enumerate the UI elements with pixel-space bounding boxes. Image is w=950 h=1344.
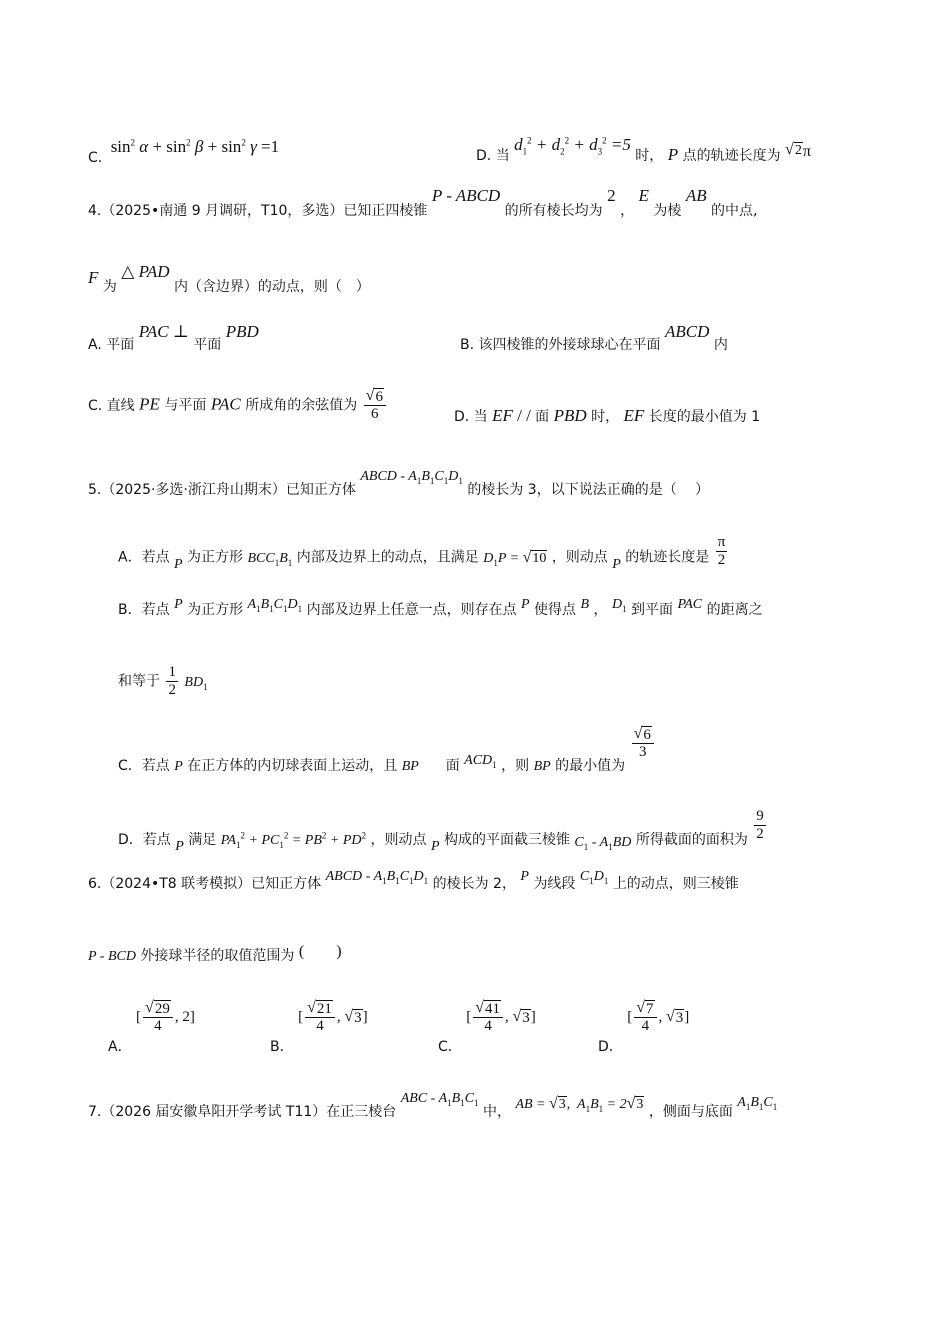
q5-option-c: C．若点 P 在正方体的内切球表面上运动，且 BP 面 $ACD_1$ ，则 BP 的最小值为 √ 6 3 <box>118 726 656 761</box>
q6-stem-line1: 6.（2024•T8 联考模拟）已知正方体 ABCD - $A_1B_1C_1D_1$ 的棱长为 2， P 为线段 $C_1D_1$ 上的动点，则三棱锥 <box>88 869 739 892</box>
q3-option-d-formula: $d_1^2 + d_2^2 + d_3^2 =5$ <box>514 134 631 157</box>
q3-option-c-formula: $\sin^2 \alpha + \sin^2 \beta + \sin^2 \gamma =1$ <box>110 136 280 156</box>
q5-option-d-fraction: $\frac{9}{2}$ <box>756 808 764 842</box>
q6-option-b: B． [ √ 21 4 , √ 3 ] <box>270 999 368 1055</box>
q3-option-c: C. $\sin^2 \alpha + \sin^2 \beta + \sin^2 \gamma =1$ <box>88 136 280 166</box>
q5-stem: 5.（2025·多选·浙江舟山期末）已知正方体 ABCD - $A_1B_1C_1D_1$ 的棱长为 3，以下说法正确的是（ ） <box>88 469 710 498</box>
q4-option-d: D. 当 EF / / 面 PBD 时， EF 长度的最小值为 1 <box>454 406 761 425</box>
q5-option-d: D．若点 P 满足 $PA_1^2 + PC_1^2 = PB^2 + PD^2$ ，则动点 P 构成的平面截三棱锥 $C_1 - A_1BD$ 所得截面的面积为 $\frac{9}{2}$ <box>118 808 764 854</box>
q5-option-b-cont: 和等于 $\frac{1}{2}$ $BD_1$ <box>118 664 208 698</box>
q5-option-b-fraction: $\frac{1}{2}$ <box>168 664 176 698</box>
q3-option-d-value: √ 2 π <box>785 140 811 160</box>
q6-stem-line2: P - BCD 外接球半径的取值范围为 ( ) <box>88 943 342 964</box>
q5-option-b: B．若点 P 为正方形 $A_1B_1C_1D_1$ 内部及边界上任意一点，则存在点 P 使得点 B ， $D_1$ 到平面 PAC 的距离之 <box>118 597 763 618</box>
q3-option-d: D. 当 $d_1^2 + d_2^2 + d_3^2 =5$ 时， P 点的轨迹长度为 √ 2 π <box>476 134 811 164</box>
q4-option-b: B. 该四棱锥的外接球球心在平面 ABCD 内 <box>460 322 728 353</box>
q6-option-c: C． [ √ 41 4 , √ 3 ] <box>438 999 536 1055</box>
q4-stem-line2: F 为 △ PAD 内（含边界）的动点，则（ ） <box>88 262 370 295</box>
q4-option-a: A. 平面 PAC ⊥ 平面 PBD <box>88 322 259 353</box>
q6-option-d: D． [ √ 7 4 , √ 3 ] <box>598 999 690 1055</box>
q7-stem: 7.（2026 届安徽阜阳开学考试 T11）在正三棱台 ABC - $A_1B_1C_1$ 中， AB = √ 3 , $A_1B_1 = 2$ √ 3 ，侧面与底面 $A_1B_1C_1$ <box>88 1091 778 1120</box>
q4-stem-line1: 4.（2025•南通 9 月调研，T10，多选）已知正四棱锥 P - ABCD 的所有棱长均为 2 ， E 为棱 AB 的中点, <box>88 186 758 219</box>
q5-option-a: A．若点 P 为正方形 $BCC_1B_1$ 内部及边界上的动点，且满足 $D_1P$ = √ 10 ，则动点 P 的轨迹长度是 $\frac{\pi}{2}$ <box>118 534 726 572</box>
q4-option-c-fraction: √ 6 6 <box>364 388 386 423</box>
q6-option-a: A． [ √ 29 4 , 2] <box>108 999 195 1055</box>
q5-option-c-fraction: √ 6 3 <box>632 726 654 761</box>
q5-option-a-fraction: $\frac{\pi}{2}$ <box>717 534 726 568</box>
q4-option-c: C. 直线 PE 与平面 PAC 所成角的余弦值为 √ 6 6 <box>88 388 388 423</box>
